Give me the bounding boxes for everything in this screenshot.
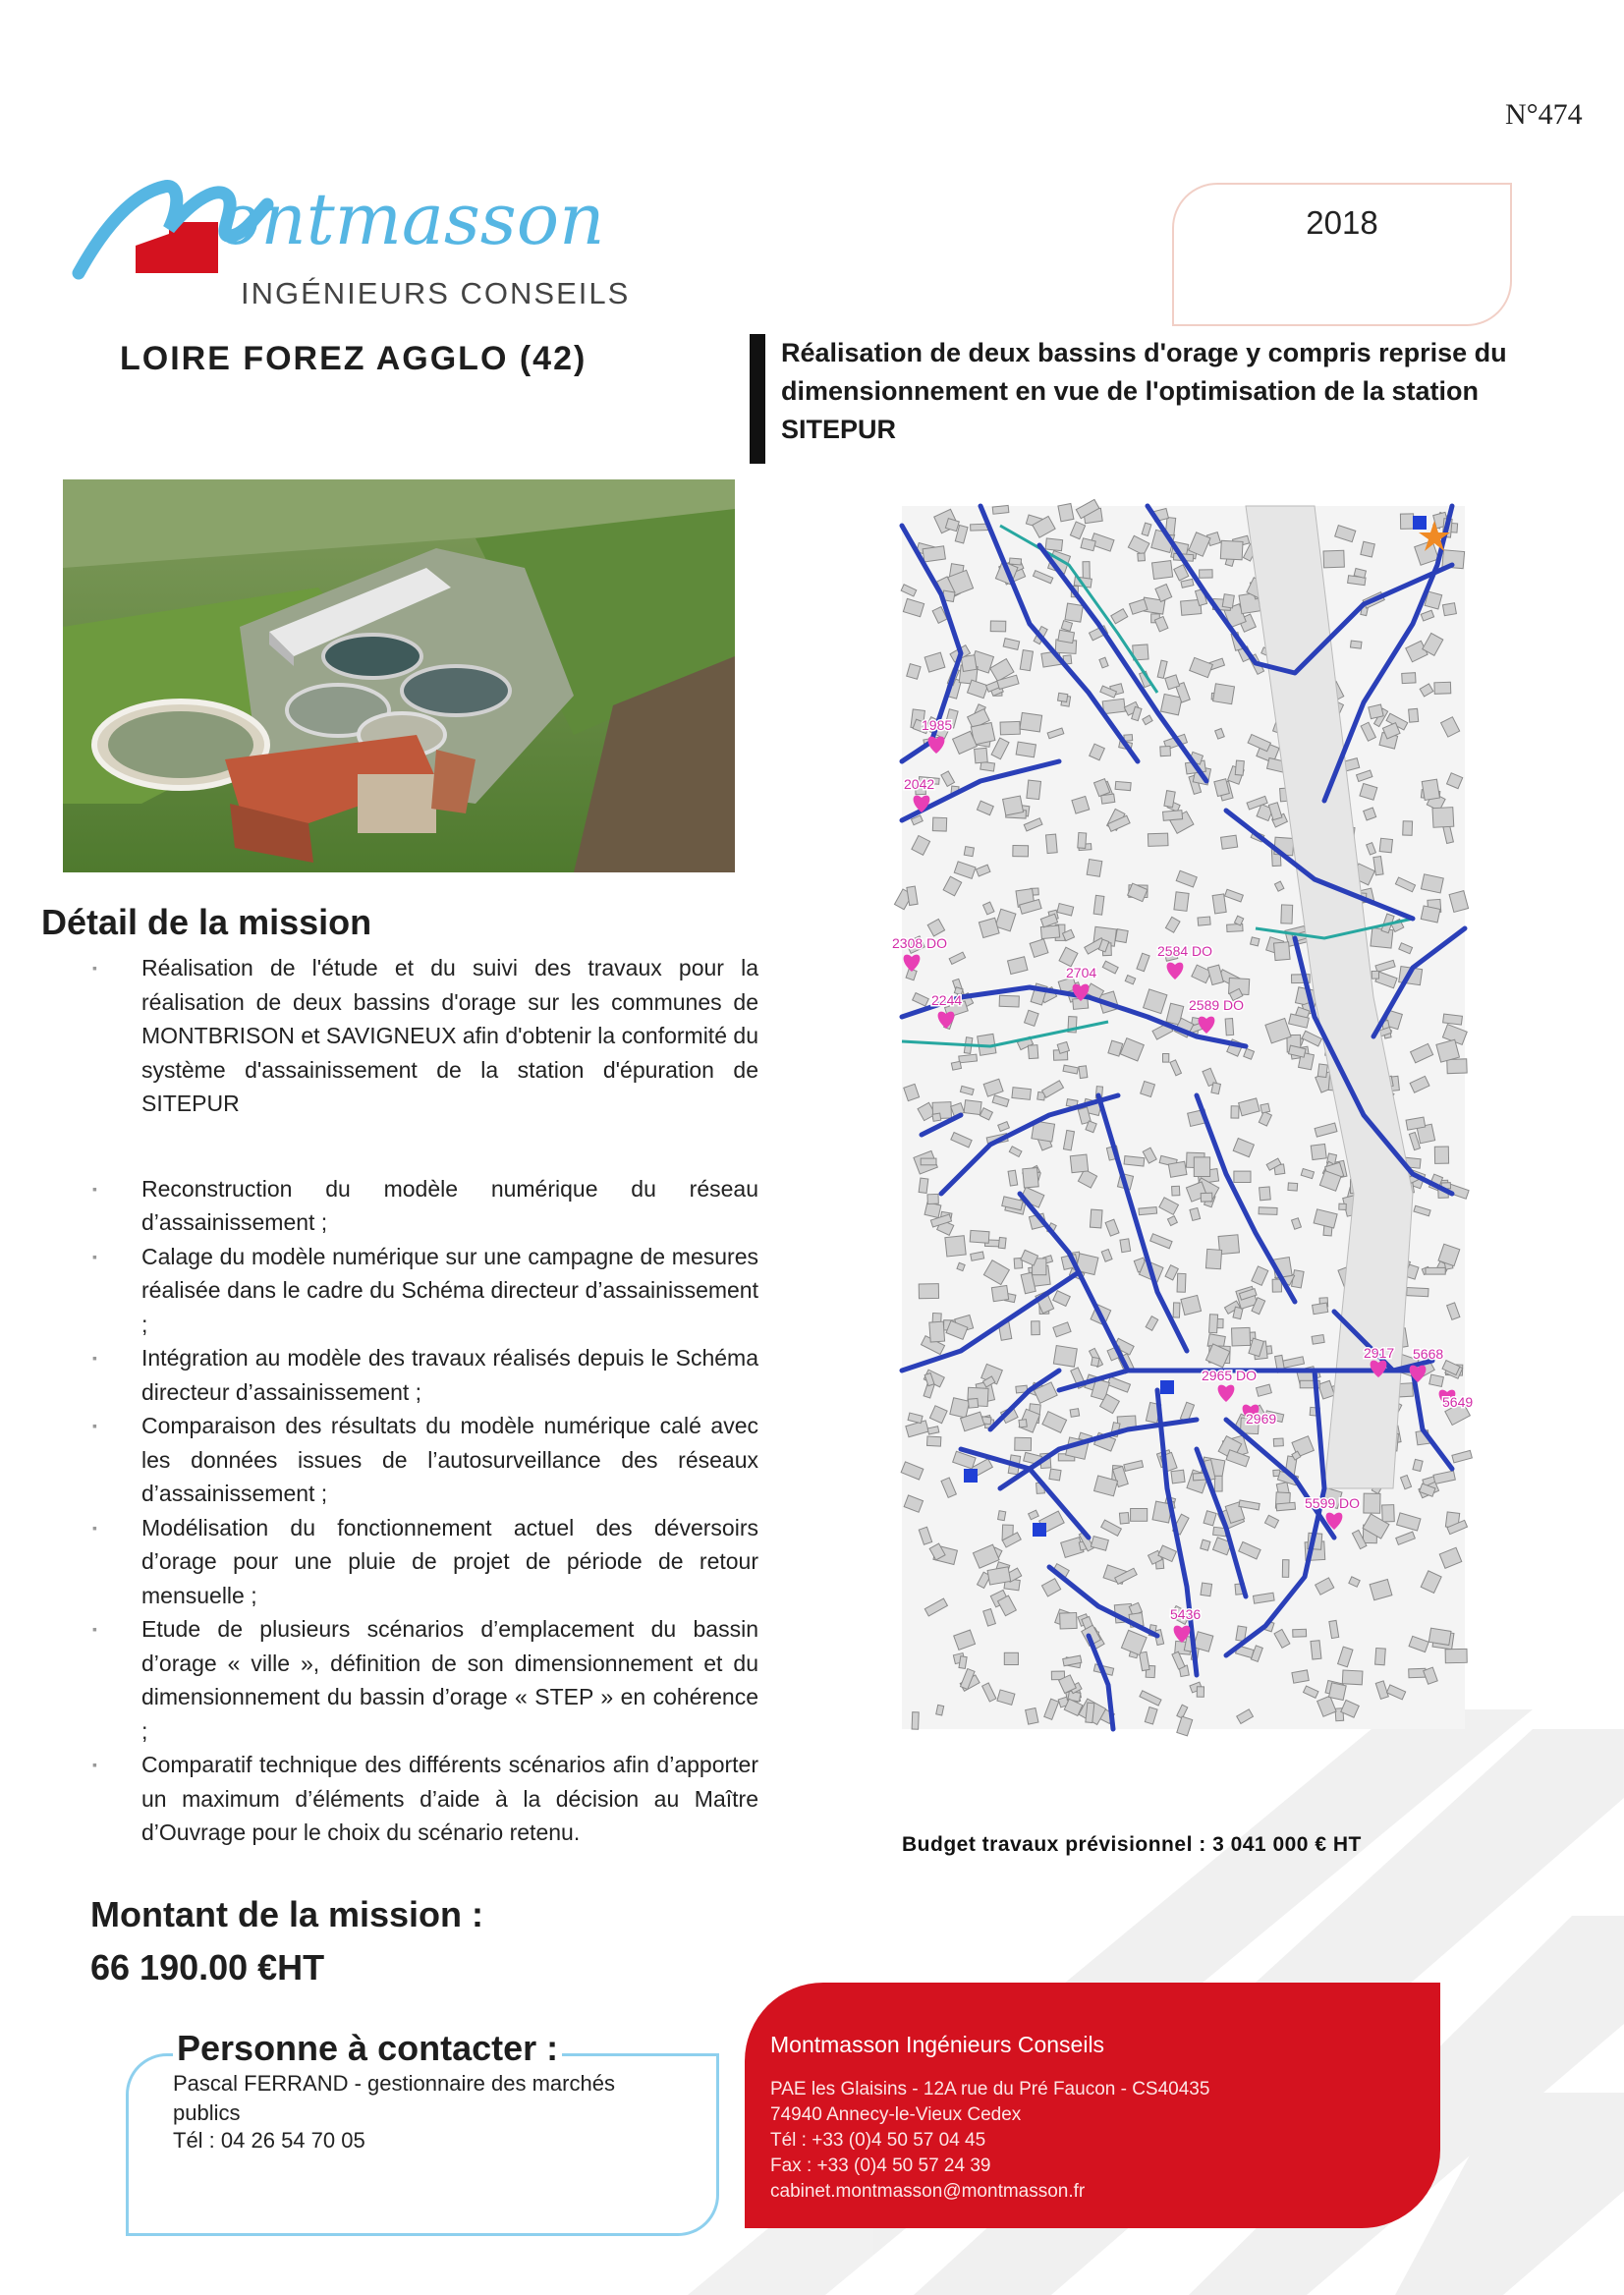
station-aerial-photo [63,479,735,872]
overflow-marker-label: 2704 [1066,965,1097,980]
logo-graphic [71,175,670,283]
company-address-line1: PAE les Glaisins - 12A rue du Pré Faucon - CS40435 [770,2079,1210,2099]
list-item: ▪ Modélisation du fonctionnement actuel des déversoirs d’orage pour une pluie de projet de période de retour mensuelle ; [90,1511,758,1613]
list-item: ▪ Réalisation de l'étude et du suivi des travaux pour la réalisation de deux bassins d'orage sur les communes de MONTBRISON et SAVIGNEUX afin d'obtenir la conformité du système d'assainissement de la station d'épuration de SITEPUR [90,951,758,1121]
list-item: ▪ Calage du modèle numérique sur une campagne de mesures réalisée dans le cadre du Schéma directeur d’assainissement ; [90,1240,758,1342]
title-accent-bar [750,334,765,464]
mission-amount-label: Montant de la mission : [90,1894,484,1934]
list-item: ▪ Intégration au modèle des travaux réalisés depuis le Schéma directeur d’assainissement ; [90,1341,758,1409]
overflow-marker-label: 5436 [1170,1606,1202,1622]
document-number: N°474 [1505,98,1583,131]
contact-phone: Tél : 04 26 54 70 05 [173,2128,365,2153]
company-phone: Tél : +33 (0)4 50 57 04 45 [770,2130,986,2151]
list-item: ▪ Reconstruction du modèle numérique du réseau d’assainissement ; [90,1172,758,1240]
client-name: LOIRE FOREZ AGGLO (42) [120,340,588,377]
overflow-marker-label: 2042 [904,776,935,792]
list-item: ▪ Comparaison des résultats du modèle numérique calé avec les données issues de l’autosurveillance des réseaux d’assainissement ; [90,1409,758,1511]
overflow-marker-label: 2965 DO [1202,1368,1258,1383]
year: 2018 [1306,204,1378,241]
overflow-marker-label: 2969 [1246,1411,1277,1427]
overflow-marker-label: 2917 [1364,1345,1395,1361]
overflow-marker-label: 5668 [1413,1346,1444,1362]
list-item: ▪ Comparatif technique des différents scénarios afin d’apporter un maximum d’éléments d’aide à la décision au Maître d’Ouvrage pour le choix du scénario retenu. [90,1748,758,1850]
mission-amount-value: 66 190.00 €HT [90,1947,325,1987]
mission-detail-list [90,951,758,1850]
year-box [1172,183,1512,326]
contact-heading: Personne à contacter : [173,2028,562,2069]
list-item: ▪ Etude de plusieurs scénarios d’emplacement du bassin d’orage « ville », définition de son dimensionnement et du dimensionnement du bassin d’orage « STEP » en cohérence ; [90,1612,758,1748]
company-name: Montmasson Ingénieurs Conseils [770,2032,1105,2057]
overflow-marker-label: 5599 DO [1305,1495,1361,1511]
company-email[interactable]: cabinet.montmasson@montmasson.fr [770,2181,1086,2202]
contact-name: Pascal FERRAND - gestionnaire des marchés publics [173,2071,615,2125]
company-logo [71,175,670,322]
logo-subtitle: INGÉNIEURS CONSEILS [241,276,631,310]
overflow-marker-label: 2244 [931,992,963,1008]
svg-text:ontmasson: ontmasson [218,178,605,260]
overflow-marker-label: 2589 DO [1189,997,1245,1013]
overflow-marker-label: 2308 DO [892,935,948,951]
mission-title: Réalisation de deux bassins d'orage y compris reprise du dimensionnement en vue de l'optimisation de la station SITEPUR [781,338,1507,444]
overflow-marker-label: 2584 DO [1157,943,1213,959]
overflow-marker-label: 5649 [1442,1394,1474,1410]
company-contact-card [745,1983,1440,2228]
detail-heading: Détail de la mission [41,902,372,942]
network-map [892,506,1474,1729]
overflow-marker-label: 1985 [922,717,953,733]
budget-line: Budget travaux prévisionnel : 3 041 000 € HT [902,1833,1362,1856]
company-fax: Fax : +33 (0)4 50 57 24 39 [770,2155,991,2176]
company-address-line2: 74940 Annecy-le-Vieux Cedex [770,2104,1022,2125]
